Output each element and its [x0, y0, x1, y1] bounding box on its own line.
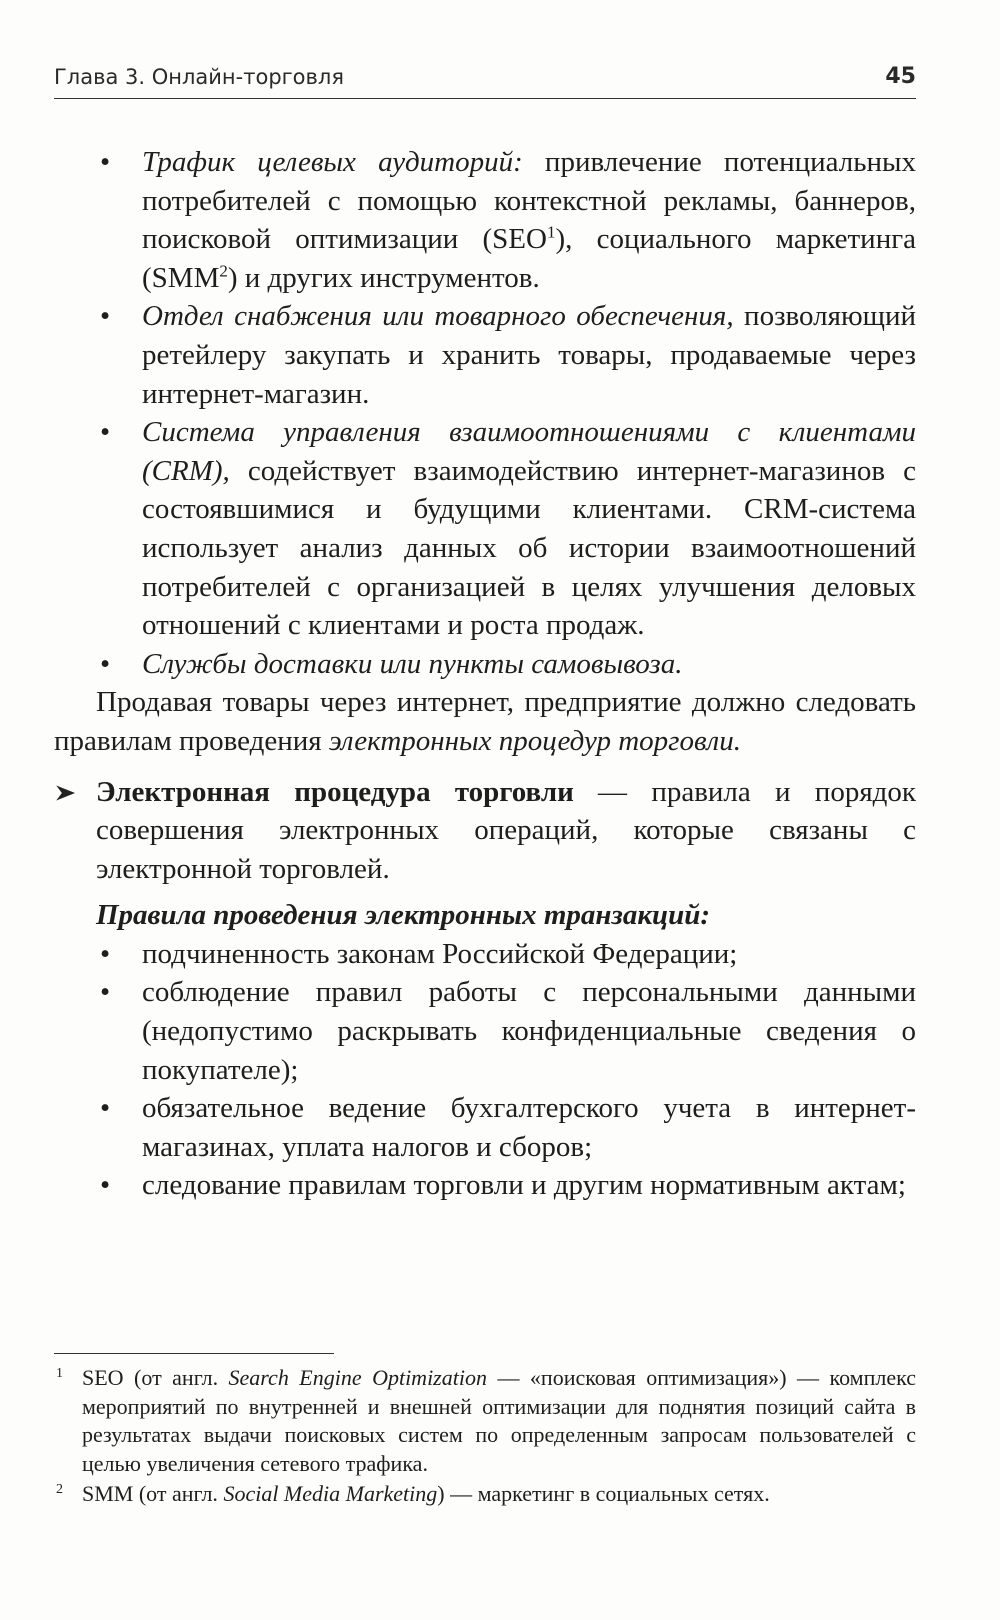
main-text — [54, 143, 916, 1205]
footnote-mark: 2 — [56, 1482, 63, 1497]
list-item: • Система управления взаимоотношениями с клиентами (CRM), содействует взаимодействию интернет-магазинов с состоявшимися и будущими клиентами. CRM-система использует анализ данных об истории взаимоотношений потребителей с организацией в целях улучшения деловых отношений с клиентами и роста продаж. — [54, 413, 916, 645]
footnote-1: 1 SEO (от англ. Search Engine Optimization — «поисковая оптимизация») — комплекс мероприятий по внутренней и внешней оптимизации для поднятия позиций сайта в результатах выдачи поисковых систем по определенным запросам пользователей с целью увеличения сетевого трафика. — [54, 1364, 916, 1478]
definition-term: Электронная процедура торговли — [96, 775, 574, 808]
definition-text: — правила и порядок совершения электронных операций, которые связаны с электронной торговлей. — [96, 775, 916, 885]
list-item: • подчиненность законам Российской Федерации; — [54, 935, 916, 974]
footnote-2: 2 SMM (от англ. Social Media Marketing) — маркетинг в социальных сетях. — [54, 1480, 916, 1509]
item-term: Система управления взаимоотношениями с клиентами (CRM), — [142, 416, 916, 487]
footnotes — [54, 1364, 916, 1511]
definition-block — [54, 773, 916, 889]
list-item: • Отдел снабжения или товарного обеспечения, позволяющий ретейлеру закупать и хранить товары, продаваемые через интернет-магазин. — [54, 297, 916, 413]
page-number: 45 — [885, 64, 916, 89]
rules-heading: Правила проведения электронных транзакций: — [96, 899, 711, 932]
running-head — [54, 64, 916, 99]
paragraph: Продавая товары через интернет, предприятие должно следовать правилам проведения электронных процедур торговли. — [54, 686, 916, 757]
list-item: • следование правилам торговли и другим нормативным актам; — [54, 1166, 916, 1205]
list-item: • соблюдение правил работы с персональными данными (недопустимо раскрывать конфиденциальные сведения о покупателе); — [54, 973, 916, 1089]
list-item: • Трафик целевых аудиторий: привлечение потенциальных потребителей с помощью контекстной рекламы, баннеров, поисковой оптимизации (SEO$^1$), социального маркетинга (SMM$^2$) и других инструментов. — [54, 143, 916, 297]
arrowhead-icon — [54, 782, 76, 804]
item-term: Службы доставки или пункты самовывоза. — [142, 647, 683, 680]
footnote-ref-1[interactable]: 1 — [546, 222, 556, 242]
chapter-title: Глава 3. Онлайн-торговля — [54, 65, 344, 89]
footnote-divider — [54, 1353, 334, 1354]
footnote-mark: 1 — [56, 1366, 63, 1381]
ecommerce-components-list — [54, 143, 916, 683]
item-term: Трафик целевых аудиторий: — [142, 146, 523, 178]
transaction-rules-list — [54, 935, 916, 1205]
list-item — [54, 645, 916, 684]
item-term: Отдел снабжения или товарного обеспечения, — [142, 300, 734, 333]
footnote-ref-2[interactable]: 2 — [219, 261, 228, 281]
list-item: • обязательное ведение бухгалтерского учета в интернет-магазинах, уплата налогов и сборов; — [54, 1089, 916, 1166]
